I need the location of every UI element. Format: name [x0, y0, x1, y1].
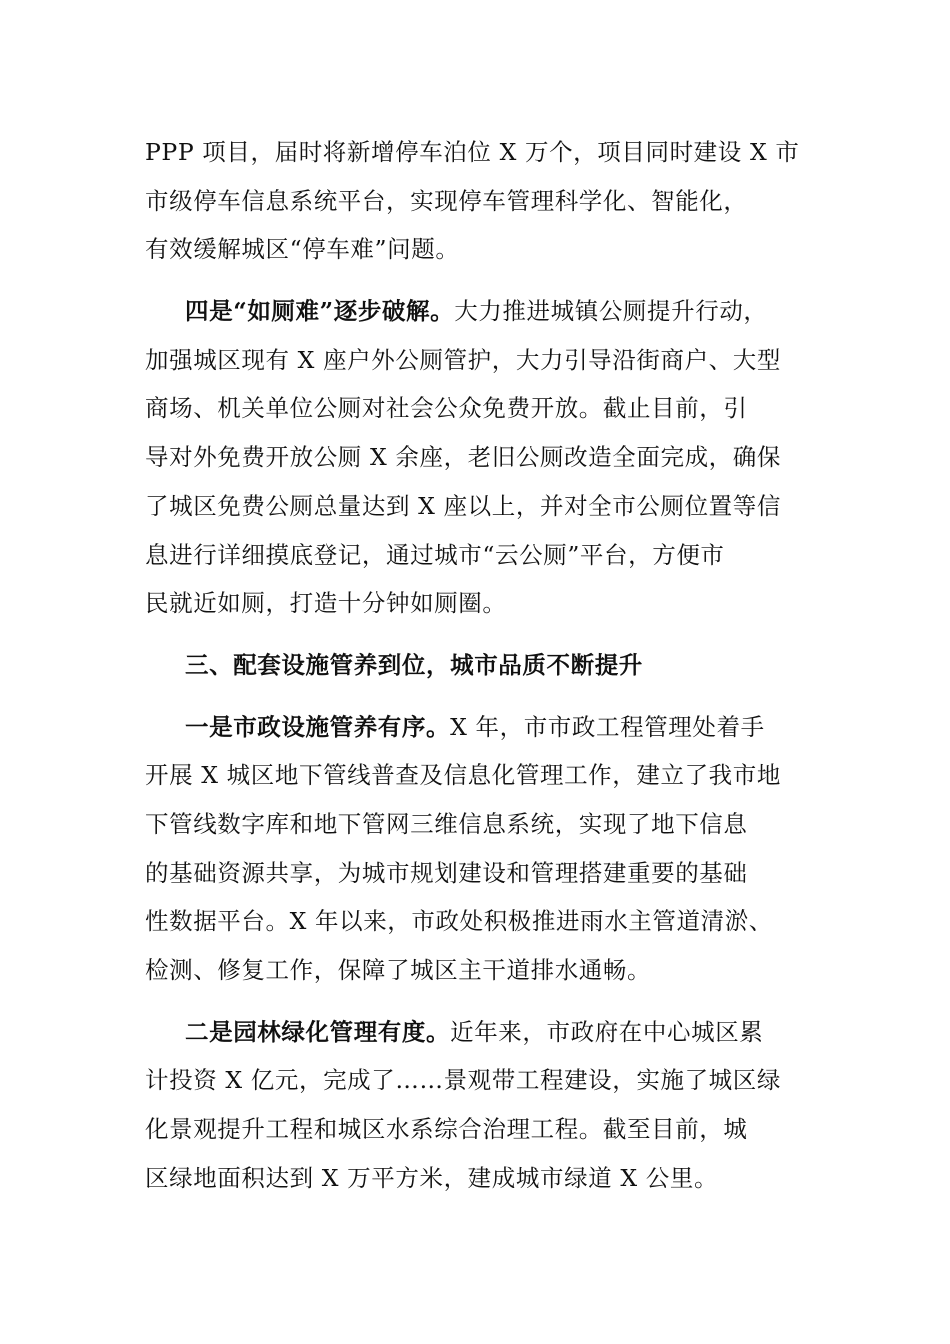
- paragraph-toilets: [145, 287, 825, 628]
- section-heading: 三、配套设施管养到位，城市品质不断提升: [185, 650, 643, 679]
- paragraph-lead: 二是园林绿化管理有度。: [185, 1017, 451, 1046]
- text-line: 商场、机关单位公厕对社会公众免费开放。截止目前，引: [145, 394, 748, 423]
- text-line: 开展 X 城区地下管线普查及信息化管理工作，建立了我市地: [145, 761, 781, 790]
- text-line: 息进行详细摸底登记，通过城市“云公厕”平台，方便市: [145, 540, 725, 569]
- text-line: 检测、修复工作，保障了城区主干道排水通畅。: [145, 956, 652, 984]
- text-line: [145, 703, 825, 752]
- text-line: [145, 287, 825, 336]
- text-line: 有效缓解城区“停车难”问题。: [145, 235, 460, 264]
- paragraph-lead: 四是“如厕难”逐步破解。: [185, 297, 455, 326]
- paragraph-lead: 一是市政设施管养有序。: [185, 712, 451, 741]
- paragraph-gap: [145, 995, 825, 1008]
- text-line: 了城区免费公厕总量达到 X 座以上，并对全市公厕位置等信: [145, 491, 781, 520]
- paragraph-text: 大力推进城镇公厕提升行动，: [454, 297, 768, 326]
- text-line: PPP 项目，届时将新增停车泊位 X 万个，项目同时建设 X 市: [145, 138, 800, 166]
- paragraph-parking: [145, 128, 825, 274]
- text-line: 民就近如厕，打造十分钟如厕圈。: [145, 589, 507, 618]
- text-line: 区绿地面积达到 X 万平方米，建成城市绿道 X 公里。: [145, 1163, 719, 1192]
- text-line: [145, 1008, 825, 1057]
- text-line: 性数据平台。X 年以来，市政处积极推进雨水主管道清淤、: [145, 907, 773, 936]
- text-line: 加强城区现有 X 座户外公厕管护，大力引导沿街商户、大型: [145, 345, 781, 374]
- paragraph-municipal: [145, 703, 825, 995]
- text-line: 下管线数字库和地下管网三维信息系统，实现了地下信息: [145, 809, 748, 838]
- text-line: 计投资 X 亿元，完成了……景观带工程建设，实施了城区绿: [145, 1066, 781, 1095]
- text-line: 的基础资源共享，为城市规划建设和管理搭建重要的基础: [145, 858, 748, 887]
- paragraph-text: X 年，市市政工程管理处着手: [450, 712, 765, 741]
- text-line: 市级停车信息系统平台，实现停车管理科学化、智能化，: [145, 186, 748, 215]
- paragraph-greening: [145, 1008, 825, 1203]
- text-line: 化景观提升工程和城区水系综合治理工程。截至目前，城: [145, 1115, 748, 1144]
- paragraph-gap: [145, 690, 825, 703]
- paragraph-gap: [145, 628, 825, 641]
- paragraph-gap: [145, 274, 825, 287]
- paragraph-text: 近年来，市政府在中心城区累: [450, 1017, 764, 1046]
- text-line: 导对外免费开放公厕 X 余座，老旧公厕改造全面完成，确保: [145, 443, 781, 472]
- document-body: [145, 128, 825, 1202]
